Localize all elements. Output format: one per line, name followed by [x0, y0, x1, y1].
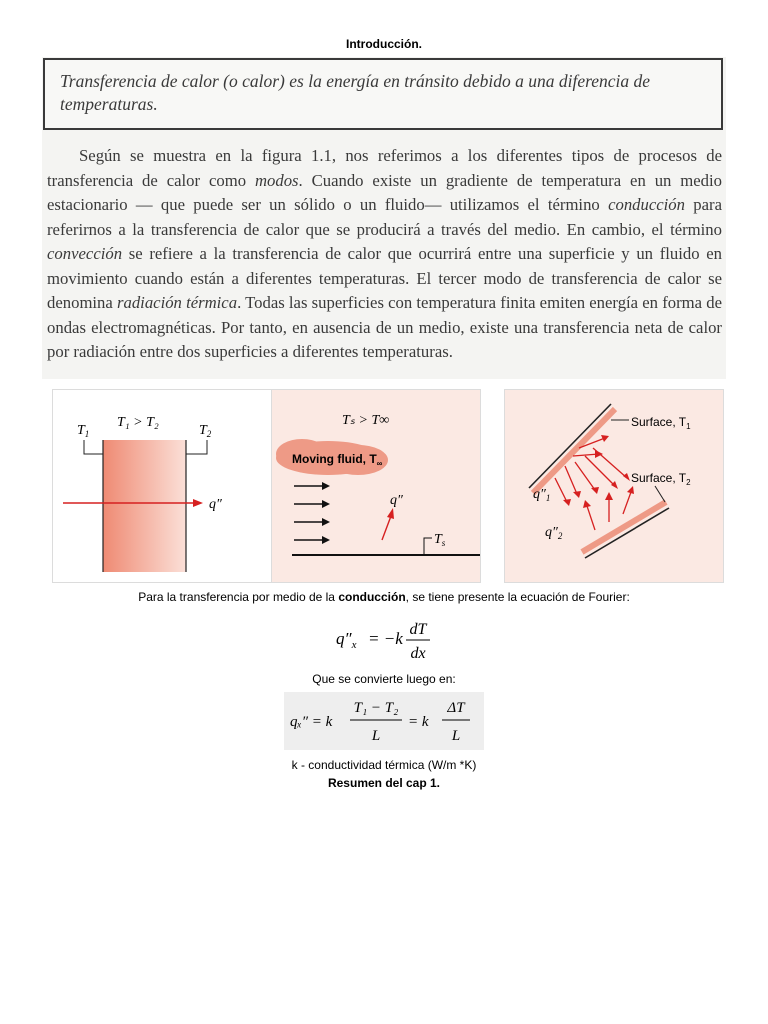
- radiation-figure: [505, 390, 723, 582]
- equation-lhs: $q''_x$: [336, 629, 357, 651]
- q1-label: $q''_1$: [533, 487, 551, 503]
- conduction-rate-equation: [284, 692, 484, 750]
- surface-1: [529, 404, 611, 488]
- k-definition: k - conductividad térmica (W/m *K): [291, 758, 477, 772]
- text-run: . Todas las superficies con temperatura finita emiten energía en forma de ondas electromagnéticas. Por tanto, en ausencia de un medio, existe una transferencia neta de calor por radiación entre dos superficies a diferentes temperaturas.: [47, 293, 722, 361]
- paragraph-text: [47, 144, 722, 365]
- t1-label: $T_1$: [77, 423, 90, 439]
- term-radiacion: radiación térmica: [117, 293, 238, 312]
- equation-numerator-2: ΔT: [447, 700, 465, 716]
- equation-denominator-2: L: [451, 728, 461, 744]
- equation-operator: = k: [408, 714, 429, 730]
- text-run: Según se muestra en la figura 1.1, nos referimos a los diferentes tipos de procesos de transferencia de calor como: [47, 146, 722, 190]
- fluid-label: Moving fluid, $T_\infty$: [292, 452, 383, 468]
- fourier-equation: [334, 612, 434, 668]
- conduction-figure: [53, 390, 279, 582]
- term-modos: modos: [254, 170, 299, 190]
- equation-numerator: dT: [409, 621, 427, 638]
- text-run: Para la transferencia por medio de la: [138, 590, 339, 604]
- page-title: Introducción.: [346, 37, 422, 51]
- flow-arrows: [294, 486, 324, 540]
- text-run: . Cuando existe un gradiente de temperatura en un medio estacionario — que puede ser un sólido o un fluido— utilizamos el término: [47, 170, 723, 214]
- q2-label: $q''_2$: [545, 525, 563, 541]
- fourier-intro: [0, 590, 768, 604]
- conduction-diagram: [53, 390, 279, 582]
- converts-text: Que se convierte luego en:: [312, 672, 456, 686]
- heat-flux-arrow: [382, 516, 391, 540]
- surface1-label: Surface, $T_1$: [631, 415, 691, 431]
- t2-label: $T_2$: [199, 423, 212, 439]
- text-run: se refiere a la transferencia de calor que ocurrirá entre una superficie y un fluido en movimiento cuando están a diferentes temperaturas. El tercer modo de transferencia de calor se denomina: [47, 244, 722, 312]
- definition-text: Transferencia de calor (o calor) es la energía en tránsito debido a una diferencia de temperaturas.: [60, 71, 651, 114]
- equation-numerator: T₁ − T₂: [353, 700, 399, 716]
- body-paragraph: [47, 144, 722, 365]
- radiation-diagram: [505, 390, 723, 582]
- surface-label: $T_s$: [434, 532, 446, 548]
- equation-denominator: L: [371, 728, 381, 744]
- flux-label: q″: [390, 493, 403, 508]
- slab: [103, 440, 186, 572]
- surface2-label: Surface, $T_2$: [631, 471, 691, 487]
- text-run: , se tiene presente la ecuación de Fourier:: [405, 590, 630, 604]
- convection-diagram: [272, 390, 480, 582]
- equation-operator: = −k: [368, 629, 403, 648]
- equation-lhs: qₓ″ = k: [290, 714, 333, 730]
- term-conduccion: conducción: [608, 195, 685, 214]
- surface-2: [585, 508, 669, 558]
- equation-denominator: dx: [410, 645, 426, 662]
- text-run: para referirnos a la transferencia de calor que se producirá a través del medio. En cambio, el término: [47, 195, 722, 239]
- condition-label: Tₛ > T∞: [342, 413, 390, 428]
- flux-label: q″: [209, 497, 222, 512]
- term-conduccion-bold: conducción: [338, 590, 406, 604]
- radiation-arrows: [555, 438, 631, 530]
- convection-figure: [272, 390, 480, 582]
- term-conveccion: convección: [47, 244, 123, 263]
- condition-label: T₁ > T₂: [117, 415, 159, 430]
- summary-heading: Resumen del cap 1.: [327, 776, 441, 790]
